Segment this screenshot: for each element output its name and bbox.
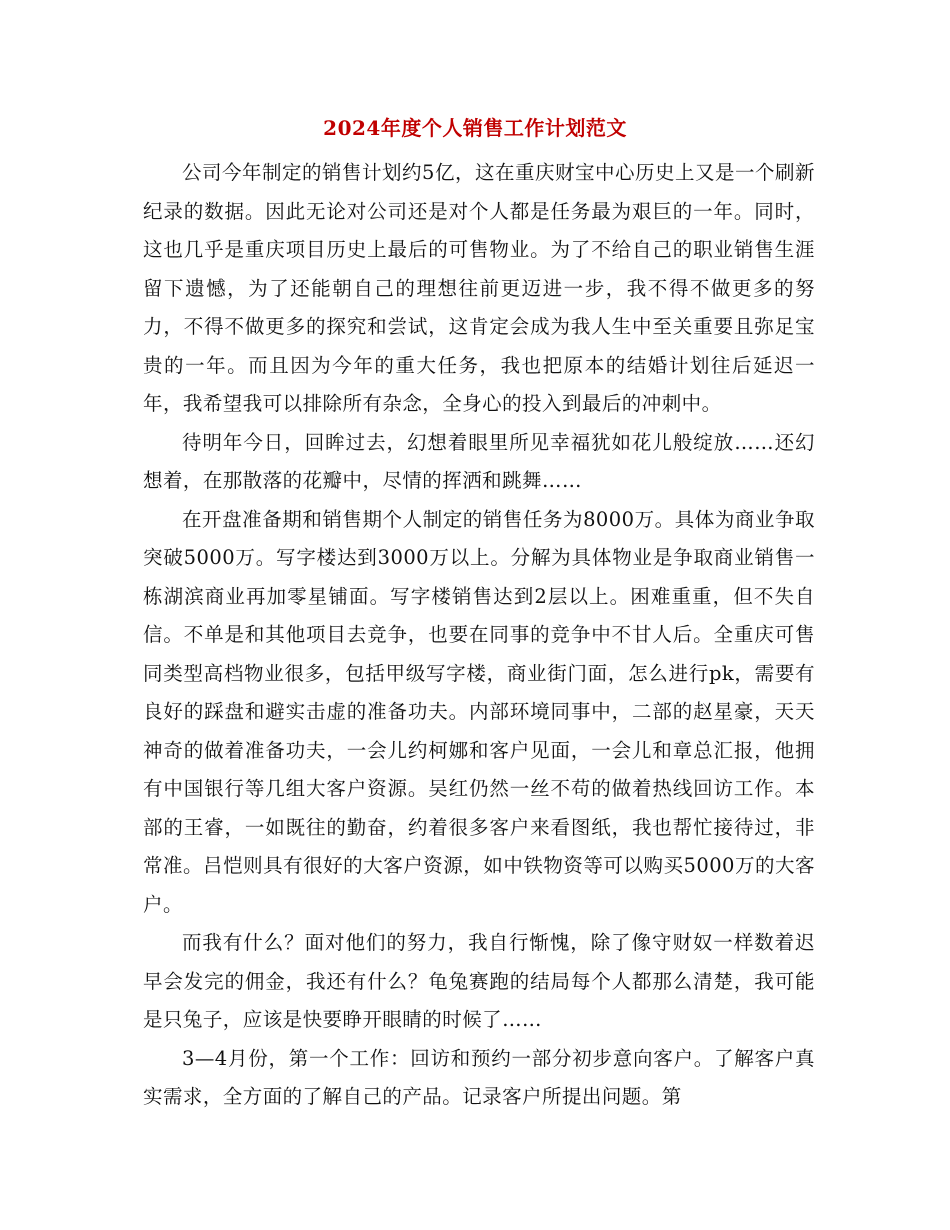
paragraph: 在开盘准备期和销售期个人制定的销售任务为8000万。具体为商业争取突破5000万。写字楼达到3000万以上。分解为具体物业是争取商业销售一栋湖滨商业再加零星铺面。写字楼销售达到2层以上。困难重重，但不失自信。不单是和其他项目去竞争，也要在同事的竞争中不甘人后。全重庆可售同类型高档物业很多，包括甲级写字楼，商业街门面，怎么进行pk，需要有良好的踩盘和避实击虚的准备功夫。内部环境同事中，二部的赵星豪，天天神奇的做着准备功夫，一会儿约柯娜和客户见面，一会儿和章总汇报，他拥有中国银行等几组大客户资源。吴红仍然一丝不苟的做着热线回访工作。本部的王睿，一如既往的勤奋，约着很多客户来看图纸，我也帮忙接待过，非常准。吕恺则具有很好的大客户资源，如中铁物资等可以购买5000万的大客户。: [143, 507, 815, 916]
document-title: 2024年度个人销售工作计划范文: [323, 116, 627, 140]
paragraph: 3—4月份，第一个工作：回访和预约一部分初步意向客户。了解客户真实需求，全方面的了解自己的产品。记录客户所提出问题。第: [143, 1046, 815, 1108]
paragraph: 公司今年制定的销售计划约5亿，这在重庆财宝中心历史上又是一个刷新纪录的数据。因此无论对公司还是对个人都是任务最为艰巨的一年。同时，这也几乎是重庆项目历史上最后的可售物业。为了不给自己的职业销售生涯留下遗憾，为了还能朝自己的理想往前更迈进一步，我不得不做更多的努力，不得不做更多的探究和尝试，这肯定会成为我人生中至关重要且弥足宝贵的一年。而且因为今年的重大任务，我也把原本的结婚计划往后延迟一年，我希望我可以排除所有杂念，全身心的投入到最后的冲刺中。: [143, 161, 815, 415]
document-body: [143, 154, 815, 1117]
paragraph: 待明年今日，回眸过去，幻想着眼里所见幸福犹如花儿般绽放……还幻想着，在那散落的花瓣中，尽情的挥洒和跳舞……: [143, 430, 815, 492]
paragraph: 而我有什么？面对他们的努力，我自行惭愧，除了像守财奴一样数着迟早会发完的佣金，我还有什么？龟兔赛跑的结局每个人都那么清楚，我可能是只兔子，应该是快要睁开眼睛的时候了……: [143, 931, 815, 1031]
